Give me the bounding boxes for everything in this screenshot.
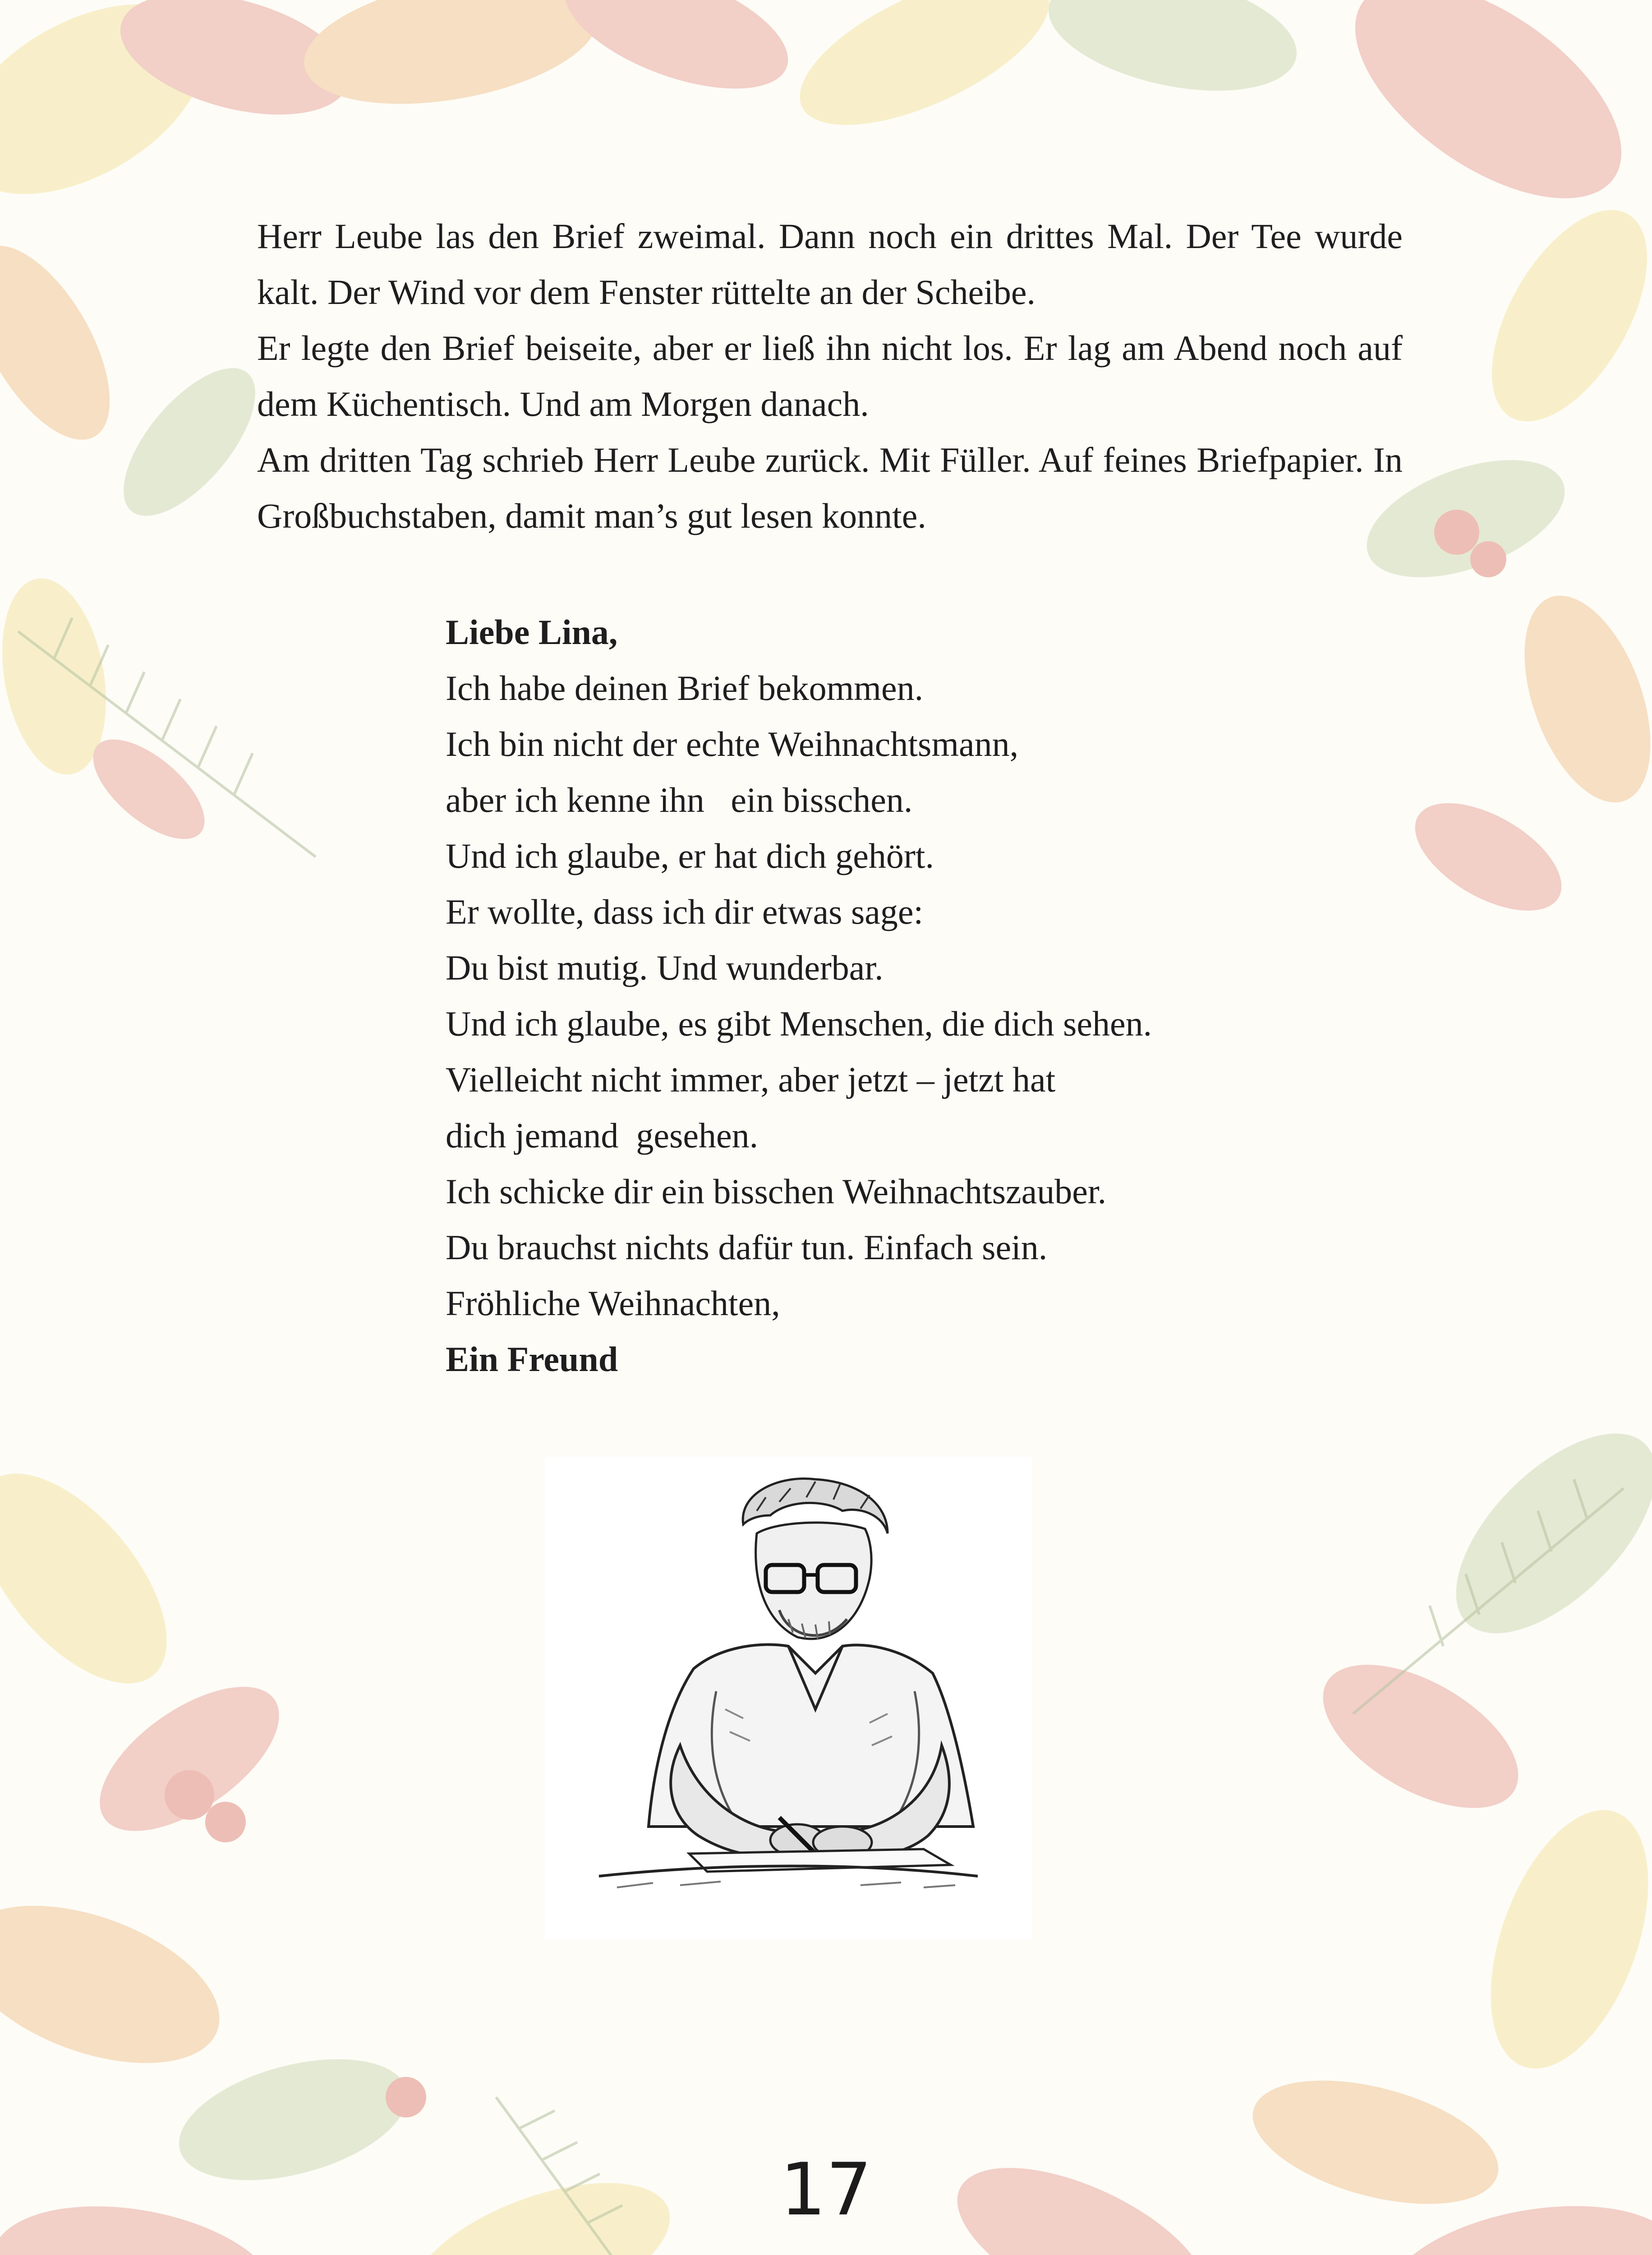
- letter-line: Er wollte, dass ich dir etwas sage:: [446, 892, 924, 931]
- page-number: 17: [780, 2147, 872, 2232]
- letter-line: Ich habe deinen Brief bekommen.: [446, 668, 924, 708]
- letter-line: aber ich kenne ihn ein bisschen.: [446, 780, 913, 819]
- letter-line: Ich bin nicht der echte Weihnachtsmann,: [446, 724, 1019, 764]
- old-man-writing-illustration: [545, 1457, 1032, 1939]
- letter-line: Und ich glaube, er hat dich gehört.: [446, 836, 934, 875]
- story-paragraph: Am dritten Tag schrieb Herr Leube zurück. Mit Füller. Auf feines Briefpapier. In Großbuchstaben, damit man’s gut lesen konnte.: [257, 440, 1403, 535]
- letter-greeting: Liebe Lina,: [446, 612, 618, 652]
- story-text: [257, 208, 1403, 544]
- letter-line: Du brauchst nichts dafür tun. Einfach sein.: [446, 1228, 1048, 1267]
- old-man-writing-letter-sketch-icon: [545, 1457, 1032, 1939]
- letter-line: Und ich glaube, es gibt Menschen, die dich sehen.: [446, 1004, 1152, 1043]
- letter-line: Du bist mutig. Und wunderbar.: [446, 948, 884, 987]
- letter-line: Ich schicke dir ein bisschen Weihnachtszauber.: [446, 1172, 1107, 1211]
- letter-text: [446, 604, 1384, 1387]
- story-paragraph: Er legte den Brief beiseite, aber er ließ ihn nicht los. Er lag am Abend noch auf dem Küchentisch. Und am Morgen danach.: [257, 328, 1403, 423]
- letter-line: Vielleicht nicht immer, aber jetzt – jetzt hat: [446, 1060, 1056, 1099]
- letter-signature: Ein Freund: [446, 1339, 618, 1379]
- letter-line: Fröhliche Weihnachten,: [446, 1284, 780, 1323]
- story-paragraph: Herr Leube las den Brief zweimal. Dann noch ein drittes Mal. Der Tee wurde kalt. Der Wind vor dem Fenster rüttelte an der Scheibe.: [257, 216, 1403, 312]
- letter-line: dich jemand gesehen.: [446, 1116, 759, 1155]
